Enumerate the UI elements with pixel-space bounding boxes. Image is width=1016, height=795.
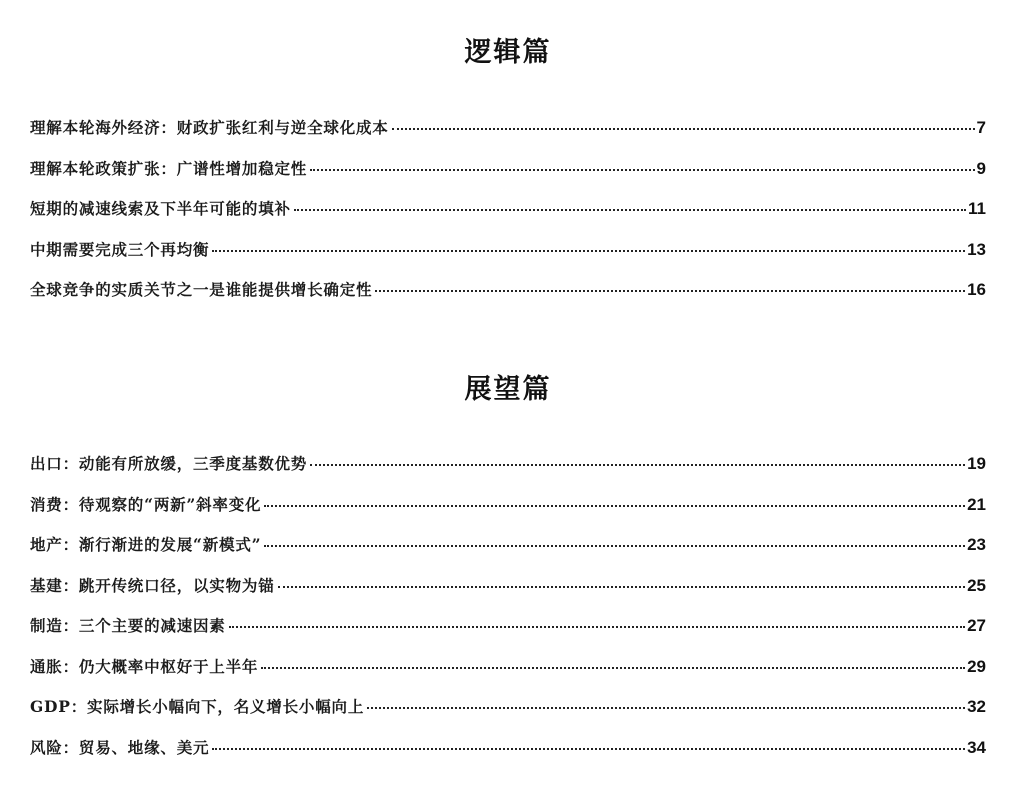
dot-leader (392, 128, 975, 130)
outlook-toc-list (30, 452, 986, 776)
logic-toc-list (30, 116, 986, 319)
toc-entry-label: 制造：三个主要的减速因素 (30, 616, 226, 635)
toc-entry-page-number: 11 (968, 199, 986, 218)
toc-entry-label: 出口：动能有所放缓，三季度基数优势 (30, 454, 308, 473)
toc-entry-page-number: 19 (967, 454, 986, 473)
toc-entry-label: 短期的减速线索及下半年可能的填补 (30, 199, 291, 218)
toc-entry-mid-term-rebalancing[interactable] (30, 238, 986, 279)
toc-entry-label: 基建：跳开传统口径，以实物为锚 (30, 575, 275, 595)
dot-leader (212, 250, 965, 252)
toc-entry-inflation[interactable] (30, 655, 986, 696)
toc-entry-label: 消费：待观察的“两新”斜率变化 (30, 494, 262, 514)
toc-entry-overseas-economy[interactable] (30, 116, 986, 157)
dot-leader (367, 707, 965, 709)
dot-leader (261, 667, 965, 669)
toc-entry-page-number: 16 (967, 280, 986, 299)
toc-entry-label: 中期需要完成三个再均衡 (30, 239, 210, 259)
toc-entry-page-number: 21 (967, 494, 986, 514)
dot-leader (264, 505, 965, 507)
toc-entry-page-number: 32 (967, 697, 986, 716)
toc-entry-real-estate[interactable] (30, 533, 986, 574)
dot-leader (310, 169, 974, 171)
toc-entry-page-number: 9 (976, 158, 986, 178)
toc-entry-short-term-slowdown[interactable] (30, 197, 986, 238)
toc-entry-page-number: 29 (967, 656, 986, 676)
toc-entry-consumption[interactable] (30, 493, 986, 534)
toc-entry-global-competition[interactable] (30, 278, 986, 319)
toc-entry-page-number: 34 (967, 737, 986, 757)
toc-entry-label: 通胀：仍大概率中枢好于上半年 (30, 656, 259, 676)
toc-entry-label: 理解本轮海外经济：财政扩张红利与逆全球化成本 (30, 118, 389, 137)
dot-leader (212, 748, 965, 750)
toc-entry-risks[interactable] (30, 736, 986, 777)
toc-entry-page-number: 23 (967, 535, 986, 554)
toc-entry-page-number: 25 (967, 575, 986, 595)
toc-entry-page-number: 7 (976, 118, 986, 137)
toc-entry-label: GDP：实际增长小幅向下，名义增长小幅向上 (30, 697, 365, 716)
toc-entry-policy-expansion[interactable] (30, 157, 986, 198)
toc-entry-label: 理解本轮政策扩张：广谱性增加稳定性 (30, 158, 308, 178)
toc-entry-label: 全球竞争的实质关节之一是谁能提供增长确定性 (30, 280, 373, 299)
toc-entry-gdp[interactable] (30, 695, 986, 736)
dot-leader (375, 290, 965, 292)
toc-entry-infrastructure[interactable] (30, 574, 986, 615)
logic-section-title: 逻辑篇 (464, 37, 552, 68)
dot-leader (310, 464, 965, 466)
dot-leader (229, 626, 965, 628)
toc-entry-page-number: 27 (967, 616, 986, 635)
dot-leader (294, 209, 966, 211)
outlook-section-title: 展望篇 (464, 374, 552, 405)
dot-leader (278, 586, 966, 588)
toc-entry-manufacturing[interactable] (30, 614, 986, 655)
toc-entry-label: 风险：贸易、地缘、美元 (30, 737, 210, 757)
dot-leader (264, 545, 965, 547)
toc-entry-page-number: 13 (967, 239, 986, 259)
toc-entry-exports[interactable] (30, 452, 986, 493)
toc-entry-label: 地产：渐行渐进的发展“新模式” (30, 535, 262, 554)
